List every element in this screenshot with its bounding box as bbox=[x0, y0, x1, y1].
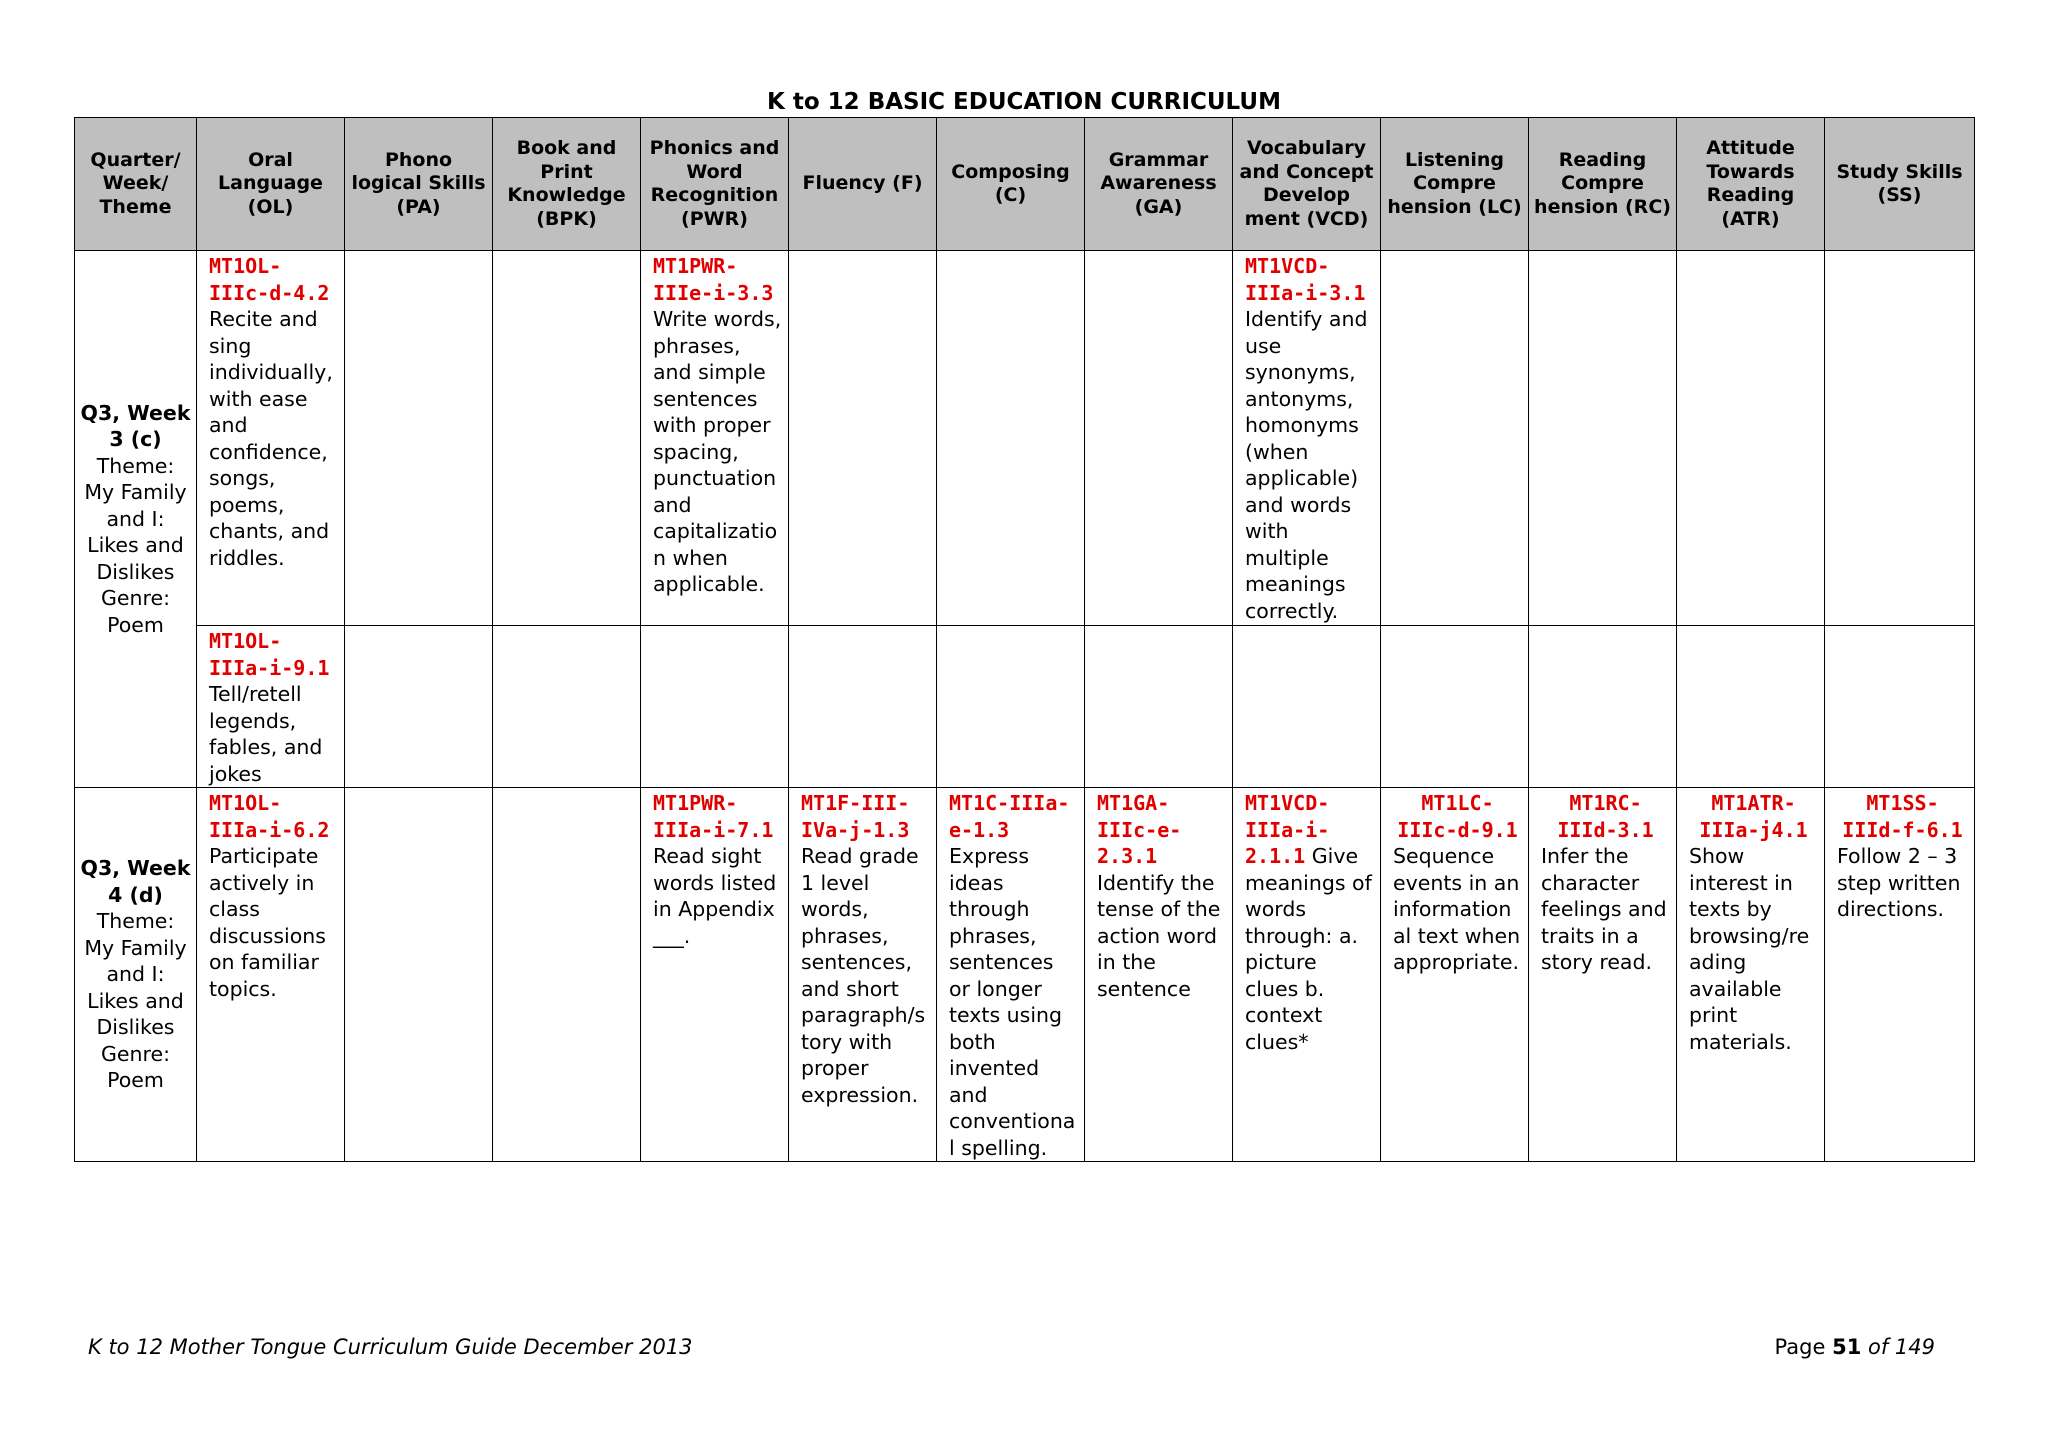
week4-c-text: Express ideas through phrases, sentences or longer texts using both invented and conventional spelling. bbox=[949, 844, 1076, 1160]
week4-f-cell bbox=[789, 788, 937, 1162]
week4-c-code: MT1C-IIIa-e-1.3 bbox=[949, 791, 1070, 842]
week4-theme: Theme: My Family and I: Likes and Dislikes Genre: Poem bbox=[84, 909, 187, 1093]
week3-theme: Theme: My Family and I: Likes and Dislikes Genre: Poem bbox=[84, 453, 187, 637]
week4-quarter-cell bbox=[75, 788, 197, 1162]
week3-pwr-code: MT1PWR-IIIe-i-3.3 bbox=[653, 254, 774, 305]
table-row-week4 bbox=[75, 788, 1975, 1162]
header-quarter-week-theme: Quarter/ Week/ Theme bbox=[75, 118, 197, 251]
header-phonological-skills: Phono logical Skills (PA) bbox=[345, 118, 493, 251]
footer-page-of: of 149 bbox=[1868, 1335, 1935, 1359]
week3-pa-cell bbox=[345, 251, 493, 626]
week3-c-cell bbox=[937, 251, 1085, 626]
week4-pwr-cell bbox=[641, 788, 789, 1162]
header-grammar-awareness: Grammar Awareness (GA) bbox=[1085, 118, 1233, 251]
week4-rc-text: Infer the character feelings and traits in a story read. bbox=[1541, 844, 1667, 974]
week3b-ga-cell bbox=[1085, 626, 1233, 788]
week4-c-cell bbox=[937, 788, 1085, 1162]
week3-vcd-code: MT1VCD-IIIa-i-3.1 bbox=[1245, 254, 1366, 305]
week4-ss-text: Follow 2 – 3 step written directions. bbox=[1837, 844, 1961, 921]
header-listening-comprehension: Listening Compre hension (LC) bbox=[1381, 118, 1529, 251]
week3b-bpk-cell bbox=[493, 626, 641, 788]
week4-pwr-text: Read sight words listed in Appendix ___. bbox=[653, 844, 777, 948]
week3-vcd-text: Identify and use synonyms, antonyms, homonyms (when applicable) and words with multiple meanings correctly. bbox=[1245, 307, 1368, 623]
week4-lc-cell bbox=[1381, 788, 1529, 1162]
header-oral-language: Oral Language (OL) bbox=[197, 118, 345, 251]
week3b-atr-cell bbox=[1677, 626, 1825, 788]
week4-atr-text: Show interest in texts by browsing/reading available print materials. bbox=[1689, 844, 1810, 1054]
table-row-week3-b bbox=[75, 626, 1975, 788]
week3b-vcd-cell bbox=[1233, 626, 1381, 788]
week4-f-text: Read grade 1 level words, phrases, sentences, and short paragraph/story with proper expression. bbox=[801, 844, 926, 1107]
week4-atr-cell bbox=[1677, 788, 1825, 1162]
week3b-pa-cell bbox=[345, 626, 493, 788]
week3-pwr-text: Write words, phrases, and simple sentences with proper spacing, punctuation and capitalization when applicable. bbox=[653, 307, 782, 596]
week4-ga-text: Identify the tense of the action word in the sentence bbox=[1097, 870, 1221, 1001]
week4-lc-code: MT1LC-IIIc-d-9.1 bbox=[1397, 791, 1518, 842]
footer-page-number bbox=[1775, 1335, 1935, 1359]
week3-atr-cell bbox=[1677, 251, 1825, 626]
week3b-ss-cell bbox=[1825, 626, 1975, 788]
header-composing: Composing (C) bbox=[937, 118, 1085, 251]
week4-vcd-text: Give meanings of words through: a. picture clues b. context clues* bbox=[1245, 844, 1372, 1054]
week4-pa-cell bbox=[345, 788, 493, 1162]
week3-ol-text: Recite and sing individually, with ease and confidence, songs, poems, chants, and riddles. bbox=[209, 307, 333, 570]
week4-vcd-cell bbox=[1233, 788, 1381, 1162]
week3b-rc-cell bbox=[1529, 626, 1677, 788]
header-fluency: Fluency (F) bbox=[789, 118, 937, 251]
header-reading-comprehension: Reading Compre hension (RC) bbox=[1529, 118, 1677, 251]
week4-rc-code: MT1RC-IIId-3.1 bbox=[1557, 791, 1654, 842]
week3b-lc-cell bbox=[1381, 626, 1529, 788]
week3-vcd-cell bbox=[1233, 251, 1381, 626]
table-row-week3-a bbox=[75, 251, 1975, 626]
week3-ol2-text: Tell/retell legends, fables, and jokes bbox=[209, 682, 323, 786]
footer-guide-title: K to 12 Mother Tongue Curriculum Guide December 2013 bbox=[88, 1335, 693, 1359]
week4-bpk-cell bbox=[493, 788, 641, 1162]
document-title: K to 12 BASIC EDUCATION CURRICULUM bbox=[767, 89, 1281, 115]
week4-vcd-code: MT1VCD-IIIa-i-2.1.1 bbox=[1245, 791, 1330, 868]
week4-ol-code: MT1OL-IIIa-i-6.2 bbox=[209, 791, 330, 842]
week3-ol-code: MT1OL-IIIc-d-4.2 bbox=[209, 254, 330, 305]
week3-bpk-cell bbox=[493, 251, 641, 626]
footer-page-word: Page bbox=[1774, 1335, 1826, 1359]
week4-rc-cell bbox=[1529, 788, 1677, 1162]
week3-ol2-code: MT1OL-IIIa-i-9.1 bbox=[209, 629, 330, 680]
week3-ol-cell bbox=[197, 251, 345, 626]
header-attitude-towards-reading: Attitude Towards Reading (ATR) bbox=[1677, 118, 1825, 251]
week3b-f-cell bbox=[789, 626, 937, 788]
week4-lc-text: Sequence events in an informational text when appropriate. bbox=[1393, 844, 1521, 974]
week4-ga-code: MT1GA-IIIc-e-2.3.1 bbox=[1097, 791, 1182, 868]
week3b-c-cell bbox=[937, 626, 1085, 788]
week4-pwr-code: MT1PWR-IIIa-i-7.1 bbox=[653, 791, 774, 842]
week3-rc-cell bbox=[1529, 251, 1677, 626]
week4-f-code: MT1F-III-IVa-j-1.3 bbox=[801, 791, 910, 842]
header-phonics-word-recognition: Phonics and Word Recognition (PWR) bbox=[641, 118, 789, 251]
week4-label: Q3, Week 4 (d) bbox=[80, 856, 191, 907]
week4-ss-cell bbox=[1825, 788, 1975, 1162]
week3b-pwr-cell bbox=[641, 626, 789, 788]
week3-quarter-cell bbox=[75, 251, 197, 788]
header-row bbox=[75, 118, 1975, 251]
week4-atr-code: MT1ATR-IIIa-j4.1 bbox=[1699, 791, 1808, 842]
week3-label: Q3, Week 3 (c) bbox=[80, 400, 191, 452]
header-vocabulary-concept: Vocabulary and Concept Develop ment (VCD) bbox=[1233, 118, 1381, 251]
week3-ga-cell bbox=[1085, 251, 1233, 626]
week3-lc-cell bbox=[1381, 251, 1529, 626]
week3-ss-cell bbox=[1825, 251, 1975, 626]
footer-page-num: 51 bbox=[1832, 1335, 1862, 1359]
week3-f-cell bbox=[789, 251, 937, 626]
header-study-skills: Study Skills (SS) bbox=[1825, 118, 1975, 251]
week3-ol2-cell bbox=[197, 626, 345, 788]
week3-pwr-cell bbox=[641, 251, 789, 626]
week4-ol-text: Participate actively in class discussions on familiar topics. bbox=[209, 844, 326, 1001]
week4-ol-cell bbox=[197, 788, 345, 1162]
curriculum-table bbox=[74, 117, 1975, 1162]
week4-ss-code: MT1SS-IIId-f-6.1 bbox=[1842, 791, 1963, 842]
week4-ga-cell bbox=[1085, 788, 1233, 1162]
header-book-print-knowledge: Book and Print Knowledge (BPK) bbox=[493, 118, 641, 251]
